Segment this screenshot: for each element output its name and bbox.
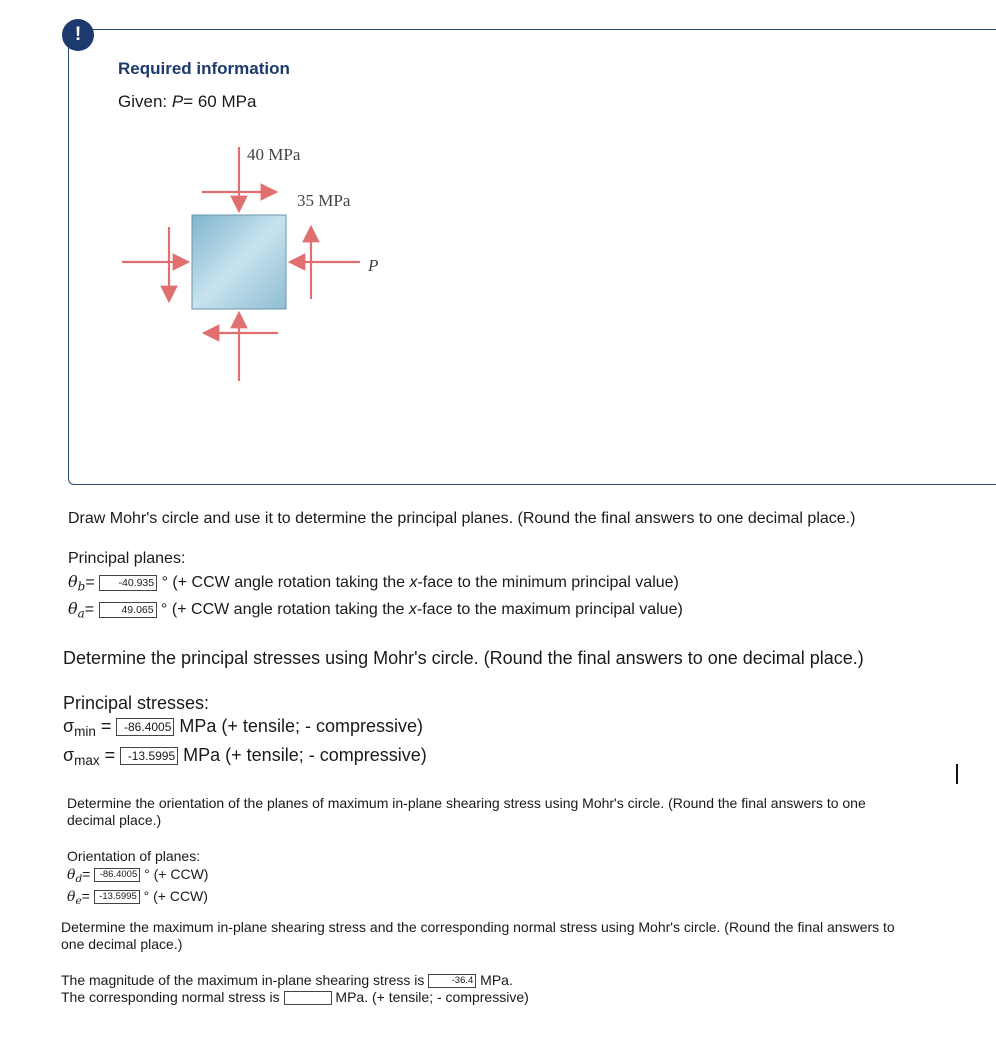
q3-instruction-line2: decimal place.): [67, 812, 162, 828]
sigma-max-row: $\sigma_{max} = -13.5995$ MPa (+ tensile; - compressive): [63, 745, 427, 769]
theta-a-input[interactable]: 49.065: [99, 602, 157, 618]
q4-instruction-line2: one decimal place.): [61, 936, 183, 952]
theta-d-input[interactable]: -86.4005: [94, 868, 140, 882]
theta-d-row: $\theta_d= -86.4005$ ° (+ CCW): [67, 866, 209, 886]
label-p: P: [368, 256, 379, 275]
label-40mpa: 40 MPa: [247, 145, 301, 164]
theta-e-row: $\theta_e= -13.5995$ ° (+ CCW): [67, 888, 208, 908]
given-statement: Given: P= 60 MPa: [118, 92, 257, 111]
stress-element-figure: [110, 135, 400, 395]
required-info-title: Required information: [118, 59, 290, 78]
q4-instruction-line1: Determine the maximum in-plane shearing stress and the corresponding normal stress using Mohr's circle. (Round the final answers to: [61, 919, 895, 935]
sigma-max-input[interactable]: -13.5995: [120, 747, 178, 765]
q1-heading: Principal planes:: [68, 550, 186, 567]
normal-stress-input[interactable]: [284, 991, 332, 1005]
sigma-min-row: $\sigma_{min} = -86.4005$ MPa (+ tensile; - compressive): [63, 716, 423, 740]
sigma-min-input[interactable]: -86.4005: [116, 718, 174, 736]
q1-instruction: Draw Mohr's circle and use it to determine the principal planes. (Round the final answers to one decimal place.): [68, 510, 856, 527]
tau-max-row: The magnitude of the maximum in-plane shearing stress is -36.4 MPa.: [61, 972, 513, 988]
stress-block: [192, 215, 286, 309]
text-cursor: [956, 764, 958, 784]
theta-e-input[interactable]: -13.5995: [94, 890, 140, 904]
theta-a-row: $\theta_a= 49.065$ ° (+ CCW angle rotation taking the x-face to the maximum principal value): [68, 599, 683, 621]
q2-instruction: Determine the principal stresses using Mohr's circle. (Round the final answers to one decimal place.): [63, 648, 864, 668]
normal-stress-row: The corresponding normal stress is MPa. (+ tensile; - compressive): [61, 989, 529, 1005]
alert-icon: !: [62, 19, 94, 51]
theta-b-input[interactable]: -40.935: [99, 575, 157, 591]
q3-heading: Orientation of planes:: [67, 848, 201, 864]
q2-heading: Principal stresses:: [63, 693, 210, 713]
q3-instruction-line1: Determine the orientation of the planes of maximum in-plane shearing stress using Mohr's circle. (Round the final answers to one: [67, 795, 866, 811]
given-var: P: [171, 92, 184, 111]
tau-max-input[interactable]: -36.4: [428, 974, 476, 988]
label-35mpa: 35 MPa: [297, 191, 351, 210]
theta-b-row: $\theta_b= -40.935$ ° (+ CCW angle rotation taking the x-face to the minimum principal value): [68, 572, 679, 594]
